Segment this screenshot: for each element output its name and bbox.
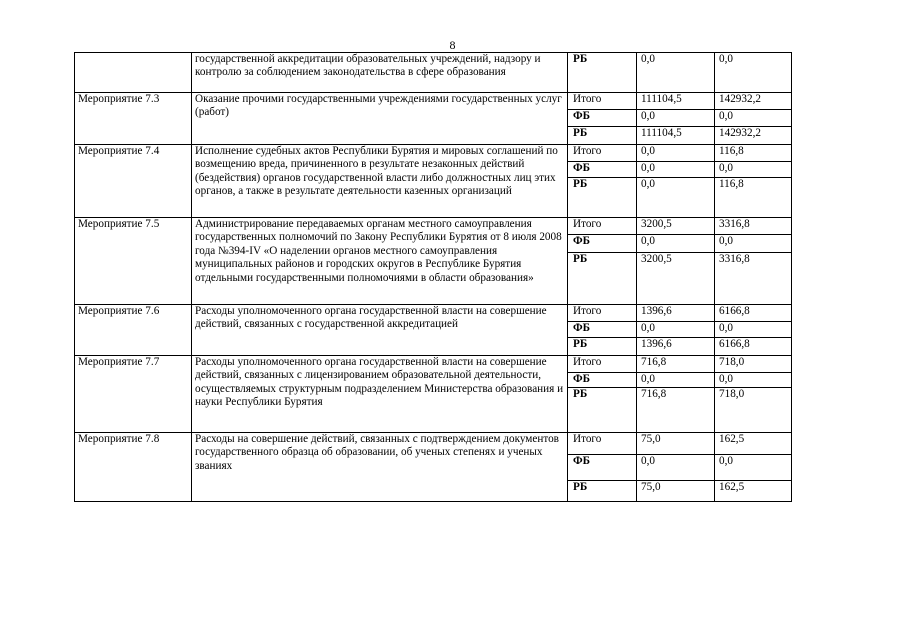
amount-cell: 0,0 bbox=[715, 162, 792, 178]
amount-cell: 6166,8 bbox=[715, 305, 792, 322]
table-row bbox=[75, 433, 792, 455]
amount-cell: 0,0 bbox=[715, 235, 792, 253]
amount-cell: 111104,5 bbox=[637, 127, 715, 145]
event-cell: Мероприятие 7.5 bbox=[75, 218, 192, 305]
amount-cell: 3316,8 bbox=[715, 218, 792, 235]
amount-cell: 3200,5 bbox=[637, 253, 715, 305]
amount-cell: 0,0 bbox=[715, 322, 792, 338]
amount-cell: 0,0 bbox=[715, 455, 792, 481]
description-cell: Оказание прочими государственными учреждениями государственных услуг (работ) bbox=[192, 93, 568, 145]
source-cell: ФБ bbox=[568, 373, 637, 388]
source-cell: ФБ bbox=[568, 235, 637, 253]
page-number: 8 bbox=[449, 38, 456, 52]
program-funding-table bbox=[74, 52, 792, 502]
event-cell: Мероприятие 7.3 bbox=[75, 93, 192, 145]
table-body bbox=[75, 53, 792, 502]
table-row bbox=[75, 53, 792, 93]
source-cell: Итого bbox=[568, 145, 637, 162]
source-cell: ФБ bbox=[568, 322, 637, 338]
event-cell: Мероприятие 7.6 bbox=[75, 305, 192, 356]
amount-cell: 3316,8 bbox=[715, 253, 792, 305]
source-cell: РБ bbox=[568, 481, 637, 502]
amount-cell: 6166,8 bbox=[715, 338, 792, 356]
source-cell: Итого bbox=[568, 433, 637, 455]
event-cell: Мероприятие 7.4 bbox=[75, 145, 192, 218]
description-cell: Администрирование передаваемых органам местного самоуправления государственных полномочий по Закону Республики Бурятия от 8 июля 2008 года №394-IV «О наделении органов местного самоуправления муниципальных районов и городских округов в Республике Бурятия отдельными государственными полномочиями в области образования» bbox=[192, 218, 568, 305]
table-row bbox=[75, 145, 792, 162]
amount-cell: 0,0 bbox=[715, 53, 792, 93]
amount-cell: 718,0 bbox=[715, 356, 792, 373]
table-row bbox=[75, 93, 792, 110]
amount-cell: 716,8 bbox=[637, 356, 715, 373]
source-cell: РБ bbox=[568, 253, 637, 305]
source-cell: РБ bbox=[568, 388, 637, 433]
amount-cell: 162,5 bbox=[715, 481, 792, 502]
amount-cell: 0,0 bbox=[715, 373, 792, 388]
amount-cell: 0,0 bbox=[637, 373, 715, 388]
description-cell: Расходы на совершение действий, связанных с подтверждением документов государственного образца об образовании, об ученых степенях и ученых званиях bbox=[192, 433, 568, 502]
table-row bbox=[75, 305, 792, 322]
table-row bbox=[75, 218, 792, 235]
amount-cell: 0,0 bbox=[637, 235, 715, 253]
source-cell: Итого bbox=[568, 305, 637, 322]
amount-cell: 0,0 bbox=[715, 110, 792, 127]
amount-cell: 162,5 bbox=[715, 433, 792, 455]
description-cell: Расходы уполномоченного органа государственной власти на совершение действий, связанных с лицензированием образовательной деятельности, осуществляемых структурным подразделением Министерства образования и науки Республики Бурятия bbox=[192, 356, 568, 433]
amount-cell: 718,0 bbox=[715, 388, 792, 433]
amount-cell: 1396,6 bbox=[637, 305, 715, 322]
source-cell: РБ bbox=[568, 127, 637, 145]
amount-cell: 116,8 bbox=[715, 145, 792, 162]
source-cell: РБ bbox=[568, 338, 637, 356]
amount-cell: 1396,6 bbox=[637, 338, 715, 356]
source-cell: Итого bbox=[568, 356, 637, 373]
source-cell: Итого bbox=[568, 93, 637, 110]
source-cell: ФБ bbox=[568, 162, 637, 178]
event-cell bbox=[75, 53, 192, 93]
amount-cell: 0,0 bbox=[637, 162, 715, 178]
amount-cell: 75,0 bbox=[637, 481, 715, 502]
amount-cell: 142932,2 bbox=[715, 127, 792, 145]
source-cell: РБ bbox=[568, 178, 637, 218]
amount-cell: 116,8 bbox=[715, 178, 792, 218]
source-cell: ФБ bbox=[568, 110, 637, 127]
source-cell: ФБ bbox=[568, 455, 637, 481]
amount-cell: 0,0 bbox=[637, 178, 715, 218]
event-cell: Мероприятие 7.8 bbox=[75, 433, 192, 502]
amount-cell: 75,0 bbox=[637, 433, 715, 455]
amount-cell: 111104,5 bbox=[637, 93, 715, 110]
amount-cell: 3200,5 bbox=[637, 218, 715, 235]
amount-cell: 0,0 bbox=[637, 110, 715, 127]
source-cell: Итого bbox=[568, 218, 637, 235]
description-cell: Исполнение судебных актов Республики Бурятия и мировых соглашений по возмещению вреда, причиненного в результате незаконных действий (бездействия) органов государственной власти либо должностных лиц этих органов, а также в результате деятельности казенных организаций bbox=[192, 145, 568, 218]
description-cell: Расходы уполномоченного органа государственной власти на совершение действий, связанных с государственной аккредитацией bbox=[192, 305, 568, 356]
amount-cell: 716,8 bbox=[637, 388, 715, 433]
source-cell: РБ bbox=[568, 53, 637, 93]
description-cell: государственной аккредитации образовательных учреждений, надзору и контролю за соблюдением законодательства в сфере образования bbox=[192, 53, 568, 93]
amount-cell: 142932,2 bbox=[715, 93, 792, 110]
amount-cell: 0,0 bbox=[637, 145, 715, 162]
amount-cell: 0,0 bbox=[637, 53, 715, 93]
amount-cell: 0,0 bbox=[637, 322, 715, 338]
amount-cell: 0,0 bbox=[637, 455, 715, 481]
table-row bbox=[75, 356, 792, 373]
event-cell: Мероприятие 7.7 bbox=[75, 356, 192, 433]
